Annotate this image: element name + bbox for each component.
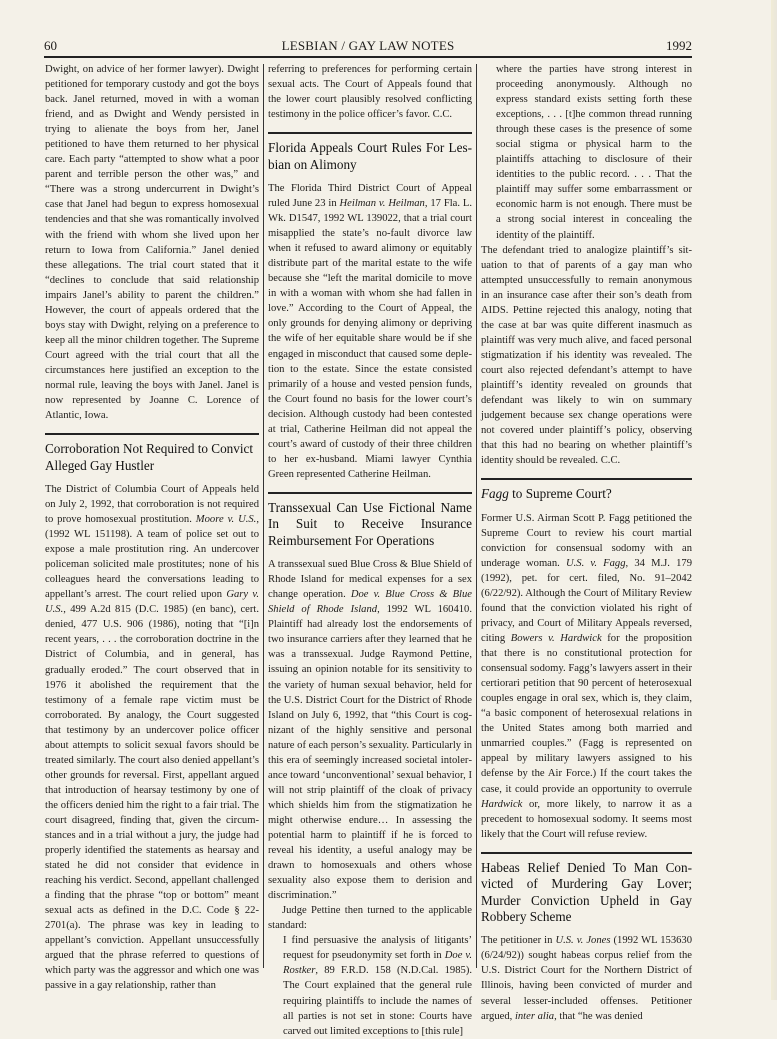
article-rule <box>481 478 692 480</box>
article-headline-fagg: Fagg to Supreme Court? <box>481 486 612 502</box>
continued-paragraph: Dwight, on advice of her former lawyer). Dwight petitioned for temporary custody and got the boys back. Janel returned, moved in with a woman friend, and as Dwight and Wendy persisted in trying to alienate the boys from her, Janel petitioned to have them returned to her physical care. Each party “attempted to show what a poor parent and terrible person the other was,” and “There was a strong undercurrent in Dwight’s case that Janel had begun to express homosexual tendencies and that she was romantically involved with the friend with whom she lived upon her return to Iowa from California.” Janel denied these allegations. The trial court stated that it “declines to conclude that said relationship impairs Janel’s ability to parent the children.” However, the court of appeals ordered that the boys stay with Dwight, relying on a preference to keep all the minor children together. The Supreme Court agreed with the trial court that all the circumstances here justified an exception to the normal rule, leaving the boys with Janel. Janel is now represented by Joanne C. Lorence of Atlantic, Iowa. <box>45 64 259 422</box>
running-header <box>44 38 692 56</box>
article-headline-corroboration: Corroboration Not Required to Convict Alleged Gay Hustler <box>45 441 254 473</box>
header-rule <box>44 56 692 58</box>
column-3 <box>481 62 693 1022</box>
article-body-corroboration: The District of Columbia Court of Appeals held on July 2, 1992, that corroboration is not required to prove homosexual prostitution. Moore v. U.S., (1992 WL 151198). A team of police set out to expose a male prostitution ring. An undercover policeman solicited male prostitutes; none of his colleagues heard the conversations leading to appellant’s arrest. The court relied upon Gary v. U.S., 499 A.2d 815 (D.C. 1985) (en banc), cert. denied, 477 U.S. 906 (1986), noting that “[i]n recent years, . . . the corroboration doctrine in the District of Columbia, and in general, has gradually eroded.” The court observed that in 1976 it abolished the requirement that the testimony of a female rape victim must be corroborated. By analogy, the Court suggested that testimony by an undercover police officer about attempts to solicit sexual favors should be treated similarly. The court also denied appellant’s other grounds for reversal. First, appellant argued that introduction of hearsay testimony by one of the officers denied him the right to a fair trial. The court disagreed, finding that, given the circumstances and in a trial without a jury, the judge had properly identified the statements as hearsay and stated he did not consider that evidence in reaching his verdict. Second, appellant challenged a finding that the phrase “top or bottom” meant sexual acts as defined in the D.C. Code § 22-2701(a). The phrase was key in leading to appellant’s conviction. Appellant unsuccessfully argued that the phrase referred to questions of which party was the aggressor and which one was passive in a gay relationship, rather than <box>45 483 259 992</box>
case-citation: Gary v. U.S. <box>45 589 259 616</box>
latin-phrase: inter alia <box>514 1010 555 1022</box>
continued-paragraph: The defendant tried to analogize plaintiff’s situation to that of parents of a gay man who attempted unsuccessfully to remain anonymous in an insurance case after their son’s death from AIDS. Pettine rejected this analogy, noting that the case at bar was quite different inasmuch as plaintiff was very much alive, and faced personal stigmatization if his identity was revealed. The court also rejected defendant’s attempt to have plaintiff’s identity revealed on grounds that defendant was likely to win on summary judgement because sex change operations were not covered under plaintiff’s policy, observing that this had no bearing on whether plaintiff’s identity should be revealed. C.C. <box>481 244 692 467</box>
case-citation: U.S. v. Fagg <box>566 557 626 569</box>
block-quote-continued: where the parties have strong interest in proceeding anonymously. Although no express standard exists setting forth these exceptions, . . . [t]he common thread running through these cases is the presence of some social stigma or physical harm to the plaintiffs attaching to disclosure of their identities to the public record. . . . That the plaintiff may suffer some embarrassment or economic harm is not enough. There must be a strong social interest in concealing the identity of the plaintiff. <box>496 64 692 241</box>
article-body-transsexual-2: Judge Pettine then turned to the applicable standard: <box>268 905 472 932</box>
article-headline-transsexual: Transsexual Can Use Fictional Name In Suit to Receive Insurance Reimbursement For Operations <box>268 499 472 548</box>
column-divider <box>263 64 264 968</box>
article-body-fagg: Former U.S. Airman Scott P. Fagg petitioned the Supreme Court to review his court martial conviction for consensual sodomy with an underage woman. U.S. v. Fagg, 34 M.J. 179 (1992), pet. for cert. filed, No. 91–2042 (6/22/92). Although the Court of Military Review found that the conviction violated his right of privacy, and Court of Military Appeals reversed, citing Bowers v. Hardwick for the proposition that there is no constitutional protection for consensual sodomy. Fagg’s lawyers assert in their certiorari petition that 90 percent of heterosexual couples engage in oral sex, which is, they claim, “a basic component of heterosexual relations in the United States among both married and unmarried couples.” (Fagg is represented on appeal by military lawyers assigned to his defense by the Air Force.) If the court takes the case, it could provide an opportunity to overrule Hardwick or, more likely, to narrow it as a precedent to homosexual sodomy. It seems most likely that the Court will refuse review. <box>481 512 692 840</box>
article-body-transsexual: A transsexual sued Blue Cross & Blue Shield of Rhode Island for medical expenses for a sex change operation. Doe v. Blue Cross & Blue Shield of Rhode Island, 1992 WL 160410. Plaintiff had already lost the endorsements of two insurance carriers after they learned that he was a transsexual. Judge Raymond Pettine, issuing an opinion notable for its sensitivity to the variety of human sexual behavior, held for the U.S. District Court for the District of Rhode Island on July 6, 1992, that “this Court is cognizant of the highly sensitive and personal nature of each person’s sexuality. Particularly in this era of seemingly increased societal intolerance toward ‘unconventional’ sexual behavior, I will not strip plaintiff of the cloak of privacy which shields him from the stigmatization he might otherwise endure… In assessing the potential harm to plaintiff if he is forced to reveal his identity, a useful analogy may be drawn to homosexuals and others whose sexuality also expose them to derision and discrimination.” <box>268 559 472 902</box>
article-body-florida: The Florida Third District Court of Appeal ruled June 23 in Heilman v. Heilman, 17 Fla. L. Wk. D1547, 1992 WL 139022, that a trial court misapplied the state’s no-fault divorce law when it refused to award alimony or equitably distribute part of the marital estate to the wife because she “left the marital domicile to move in with a woman with whom she had fallen in love.” According to the Court of Appeal, the only grounds for denying alimony or depriving the wife of her equitable share would be if she engaged in misconduct that caused some depletion to the estate. Since the estate consisted primarily of a house and vested pension funds, the Court found no basis for the lower court’s decision. Although custody had been contested at trial, Catherine Heilman did not appeal the court’s award of custody of their three children to her ex-husband. Miami lawyer Cynthia Green represented Catherine Heilman. <box>268 183 473 480</box>
article-rule <box>481 852 692 854</box>
publication-year: 1992 <box>666 38 692 53</box>
column-1 <box>45 62 259 1000</box>
continued-paragraph: referring to preferences for performing certain sexual acts. The Court of Appeals found that the lower court plausibly resolved conflicting testimony in the police officer’s favor. C.C. <box>268 64 472 121</box>
article-rule <box>268 492 472 494</box>
case-citation: Doe v. Rostker <box>283 950 472 977</box>
case-citation: Doe v. Blue Cross & Blue Shield of Rhode Island <box>268 589 472 616</box>
article-rule <box>268 132 472 134</box>
page-edge <box>771 0 777 1000</box>
article-headline-florida: Florida Appeals Court Rules For Lesbian on Alimony <box>268 140 472 172</box>
case-citation: Hardwick <box>481 798 523 810</box>
case-citation: U.S. v. Jones <box>555 935 611 947</box>
case-citation: Moore v. U.S. <box>195 514 257 526</box>
case-citation: Bowers v. Hardwick <box>510 633 602 645</box>
case-citation: Heilman v. Heilman <box>339 198 425 210</box>
article-body-habeas: The petitioner in U.S. v. Jones (1992 WL 153630 (6/24/92)) sought habeas corpus relief from the U.S. District Court for the Northern District of Illinois, having been convicted of murder and several lesser-included offenses. Petitioner argued, inter alia, that “he was denied <box>481 935 693 1022</box>
article-headline-habeas: Habeas Relief Denied To Man Convicted of Murdering Gay Lover; Murder Conviction Upheld in Gay Robbery Scheme <box>481 859 692 924</box>
column-divider <box>476 64 477 968</box>
publication-title: LESBIAN / GAY LAW NOTES <box>281 38 455 53</box>
article-rule <box>45 433 259 435</box>
block-quote: I find persuasive the analysis of litigants’ request for pseudonymity set forth in Doe v. Rostker, 89 F.R.D. 158 (N.D.Cal. 1985). The Court explained that the general rule requiring plaintiffs to include the names of all parties is not set in stone: Courts have carved out limited exceptions to [this rule] <box>283 935 472 1037</box>
column-2 <box>268 62 473 1037</box>
page-number: 60 <box>44 38 57 53</box>
